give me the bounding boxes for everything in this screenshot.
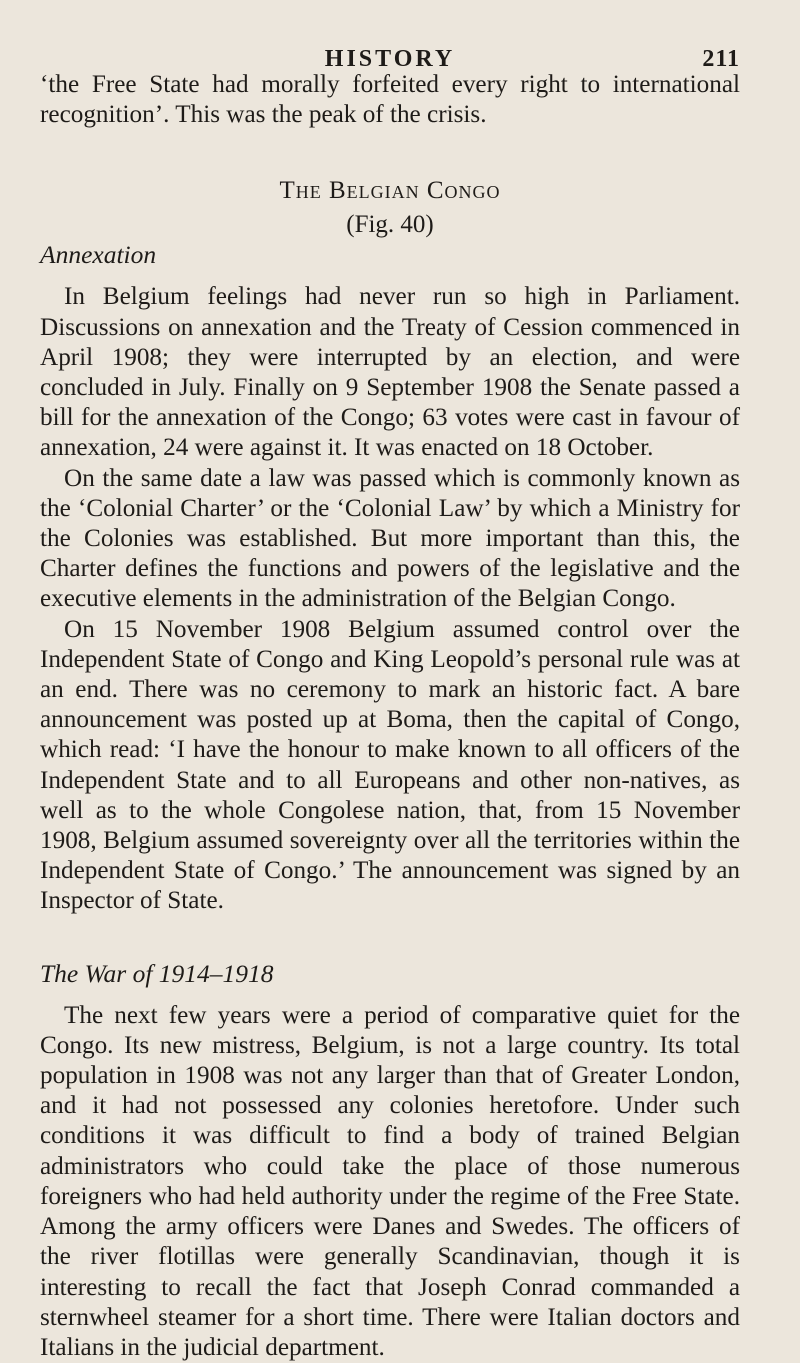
paragraph-annexation-3: On 15 November 1908 Belgium assumed control over the Independent State of Congo and King Leopold’s personal rule was at an end. There was no ceremony to mark an historic fact. A bare announcement was posted up at Boma, then the capital of Congo, which read: ‘I have the honour to make known to all officers of the Independent State and to all Europeans and other non-natives, as well as to the whole Congolese nation, that, from 15 November 1908, Belgium assumed sovereignty over all the territories within the Independent State of Congo.’ The announcement was signed by an Inspector of State.	[40, 615, 740, 915]
subsection-heading-annexation: Annexation	[40, 240, 157, 270]
opening-paragraph: ‘the Free State had morally forfeited every right to international recognition’. This was the peak of the crisis.	[40, 71, 740, 129]
running-head	[40, 0, 740, 70]
paragraph-annexation-1: In Belgium feelings had never run so high in Parliament. Discussions on annexation and the Treaty of Cession commenced in April 1908; they were interrupted by an election, and were concluded in July. Finally on 9 September 1908 the Senate passed a bill for the annexation of the Congo; 63 votes were cast in favour of annexation, 24 were against it. It was enacted on 18 October.	[40, 283, 740, 462]
paragraph-annexation-2: On the same date a law was passed which is commonly known as the ‘Colonial Charter’ or the ‘Colonial Law’ by which a Ministry for the Colonies was established. But more important than this, the Charter defines the functions and powers of the legislative and the executive elements in the administration of the Belgian Congo.	[40, 464, 740, 613]
paragraph-war-1: The next few years were a period of comparative quiet for the Congo. Its new mistress, Belgium, is not a large country. Its total population in 1908 was not any larger than that of Greater London, and it had not possessed any colonies heretofore. Under such conditions it was difficult to find a body of trained Belgian administrators who could take the place of those numerous foreigners who had held authority under the regime of the Free State. Among the army officers were Danes and Swedes. The officers of the river flotillas were generally Scandinavian, though it is interesting to recall the fact that Joseph Conrad commanded a sternwheel steamer for a short time. There were Italian doctors and Italians in the judicial department.	[40, 1001, 740, 1361]
figure-reference: (Fig. 40)	[346, 211, 434, 239]
page-number: 211	[702, 46, 740, 72]
section-title: The Belgian Congo	[279, 177, 501, 205]
running-head-title: HISTORY	[324, 46, 456, 72]
subsection-heading-war: The War of 1914–1918	[40, 958, 274, 988]
